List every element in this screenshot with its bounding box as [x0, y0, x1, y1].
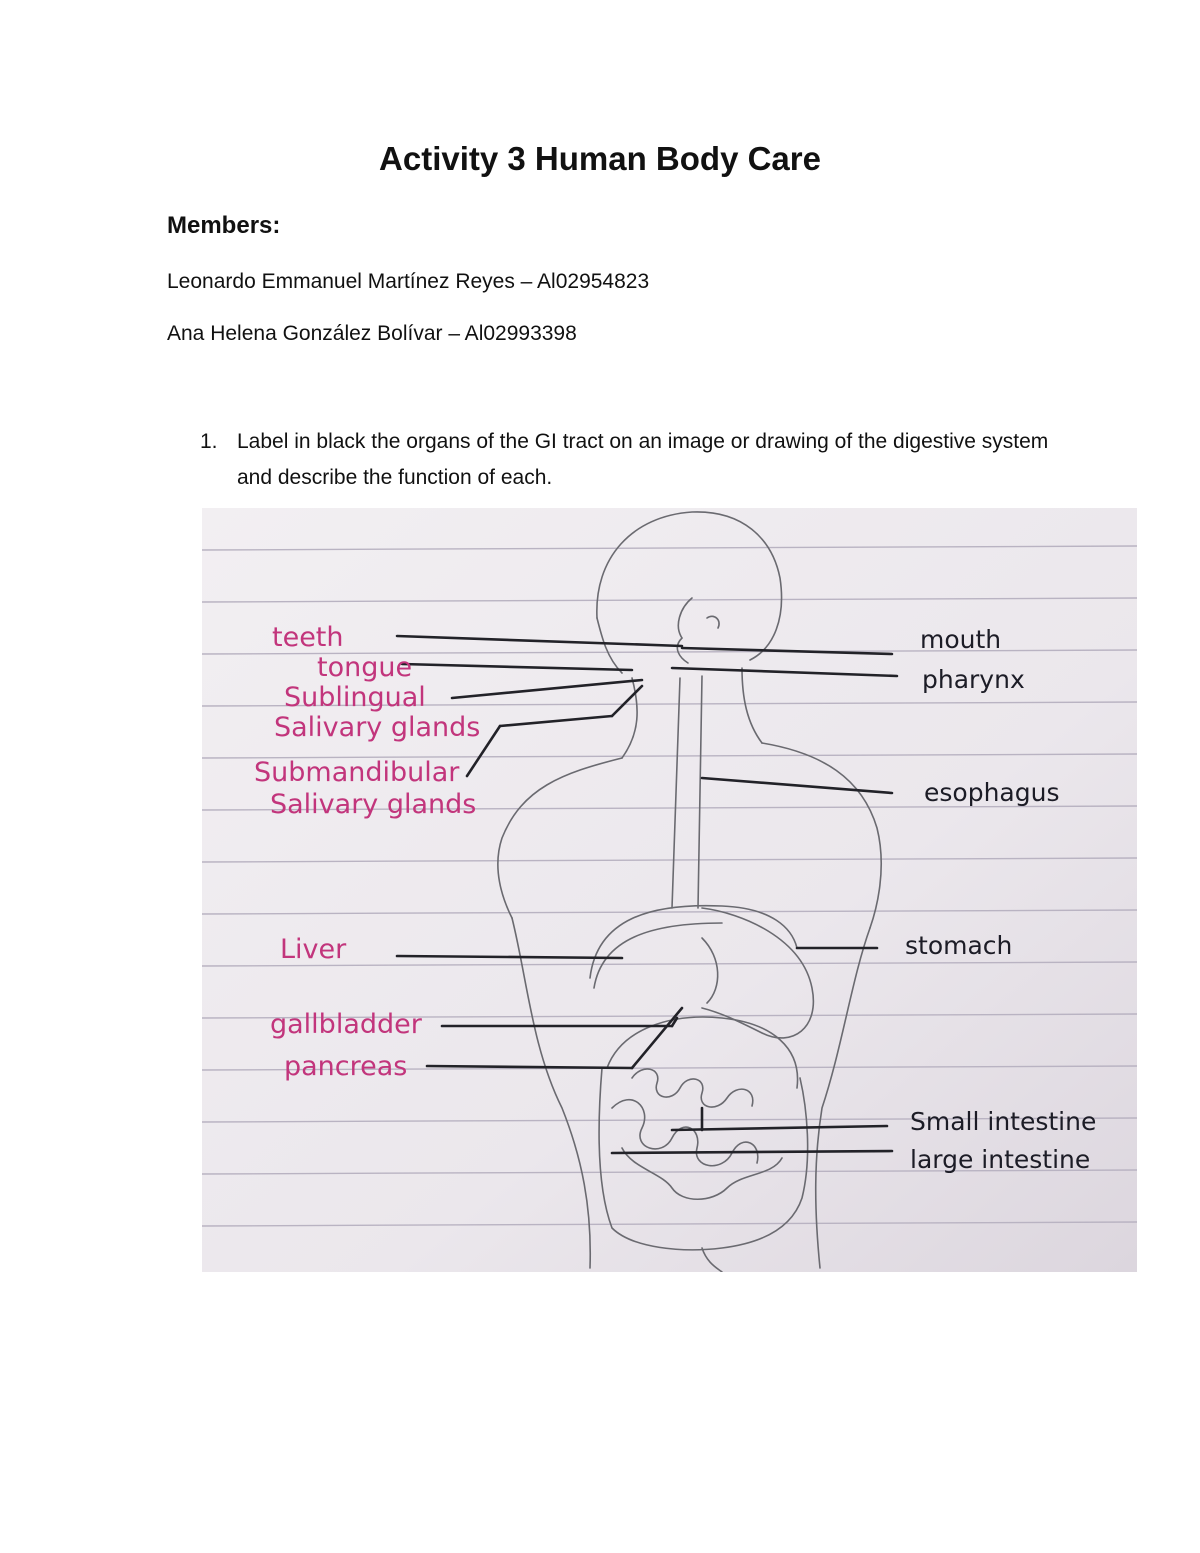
members-heading: Members:	[167, 212, 281, 239]
digestive-system-drawing-photo	[202, 508, 1137, 1272]
question-number: 1.	[200, 430, 218, 453]
label-submandibular-1: Submandibular	[254, 757, 460, 788]
member-1: Leonardo Emmanuel Martínez Reyes – Al02954823	[167, 270, 650, 293]
label-pancreas: pancreas	[284, 1051, 408, 1082]
label-esophagus: esophagus	[924, 778, 1060, 807]
question-text: Label in black the organs of the GI tract on an image or drawing of the digestive system and describe the function of each.	[237, 430, 1049, 489]
label-teeth: teeth	[272, 622, 344, 653]
label-submandibular-2: Salivary glands	[270, 789, 477, 820]
label-liver: Liver	[280, 934, 347, 965]
member-2: Ana Helena González Bolívar – Al02993398	[167, 322, 577, 345]
digestive-system-drawing	[202, 508, 1137, 1272]
label-tongue: tongue	[317, 652, 413, 683]
label-stomach: stomach	[905, 931, 1013, 960]
label-sublingual-1: Sublingual	[284, 682, 426, 713]
label-sublingual-2: Salivary glands	[274, 712, 481, 743]
label-large-intestine: large intestine	[910, 1145, 1091, 1174]
document-title: Activity 3 Human Body Care	[379, 140, 821, 177]
label-gallbladder: gallbladder	[270, 1009, 422, 1040]
label-mouth: mouth	[920, 625, 1002, 654]
label-pharynx: pharynx	[922, 665, 1025, 694]
label-small-intestine: Small intestine	[910, 1107, 1097, 1136]
